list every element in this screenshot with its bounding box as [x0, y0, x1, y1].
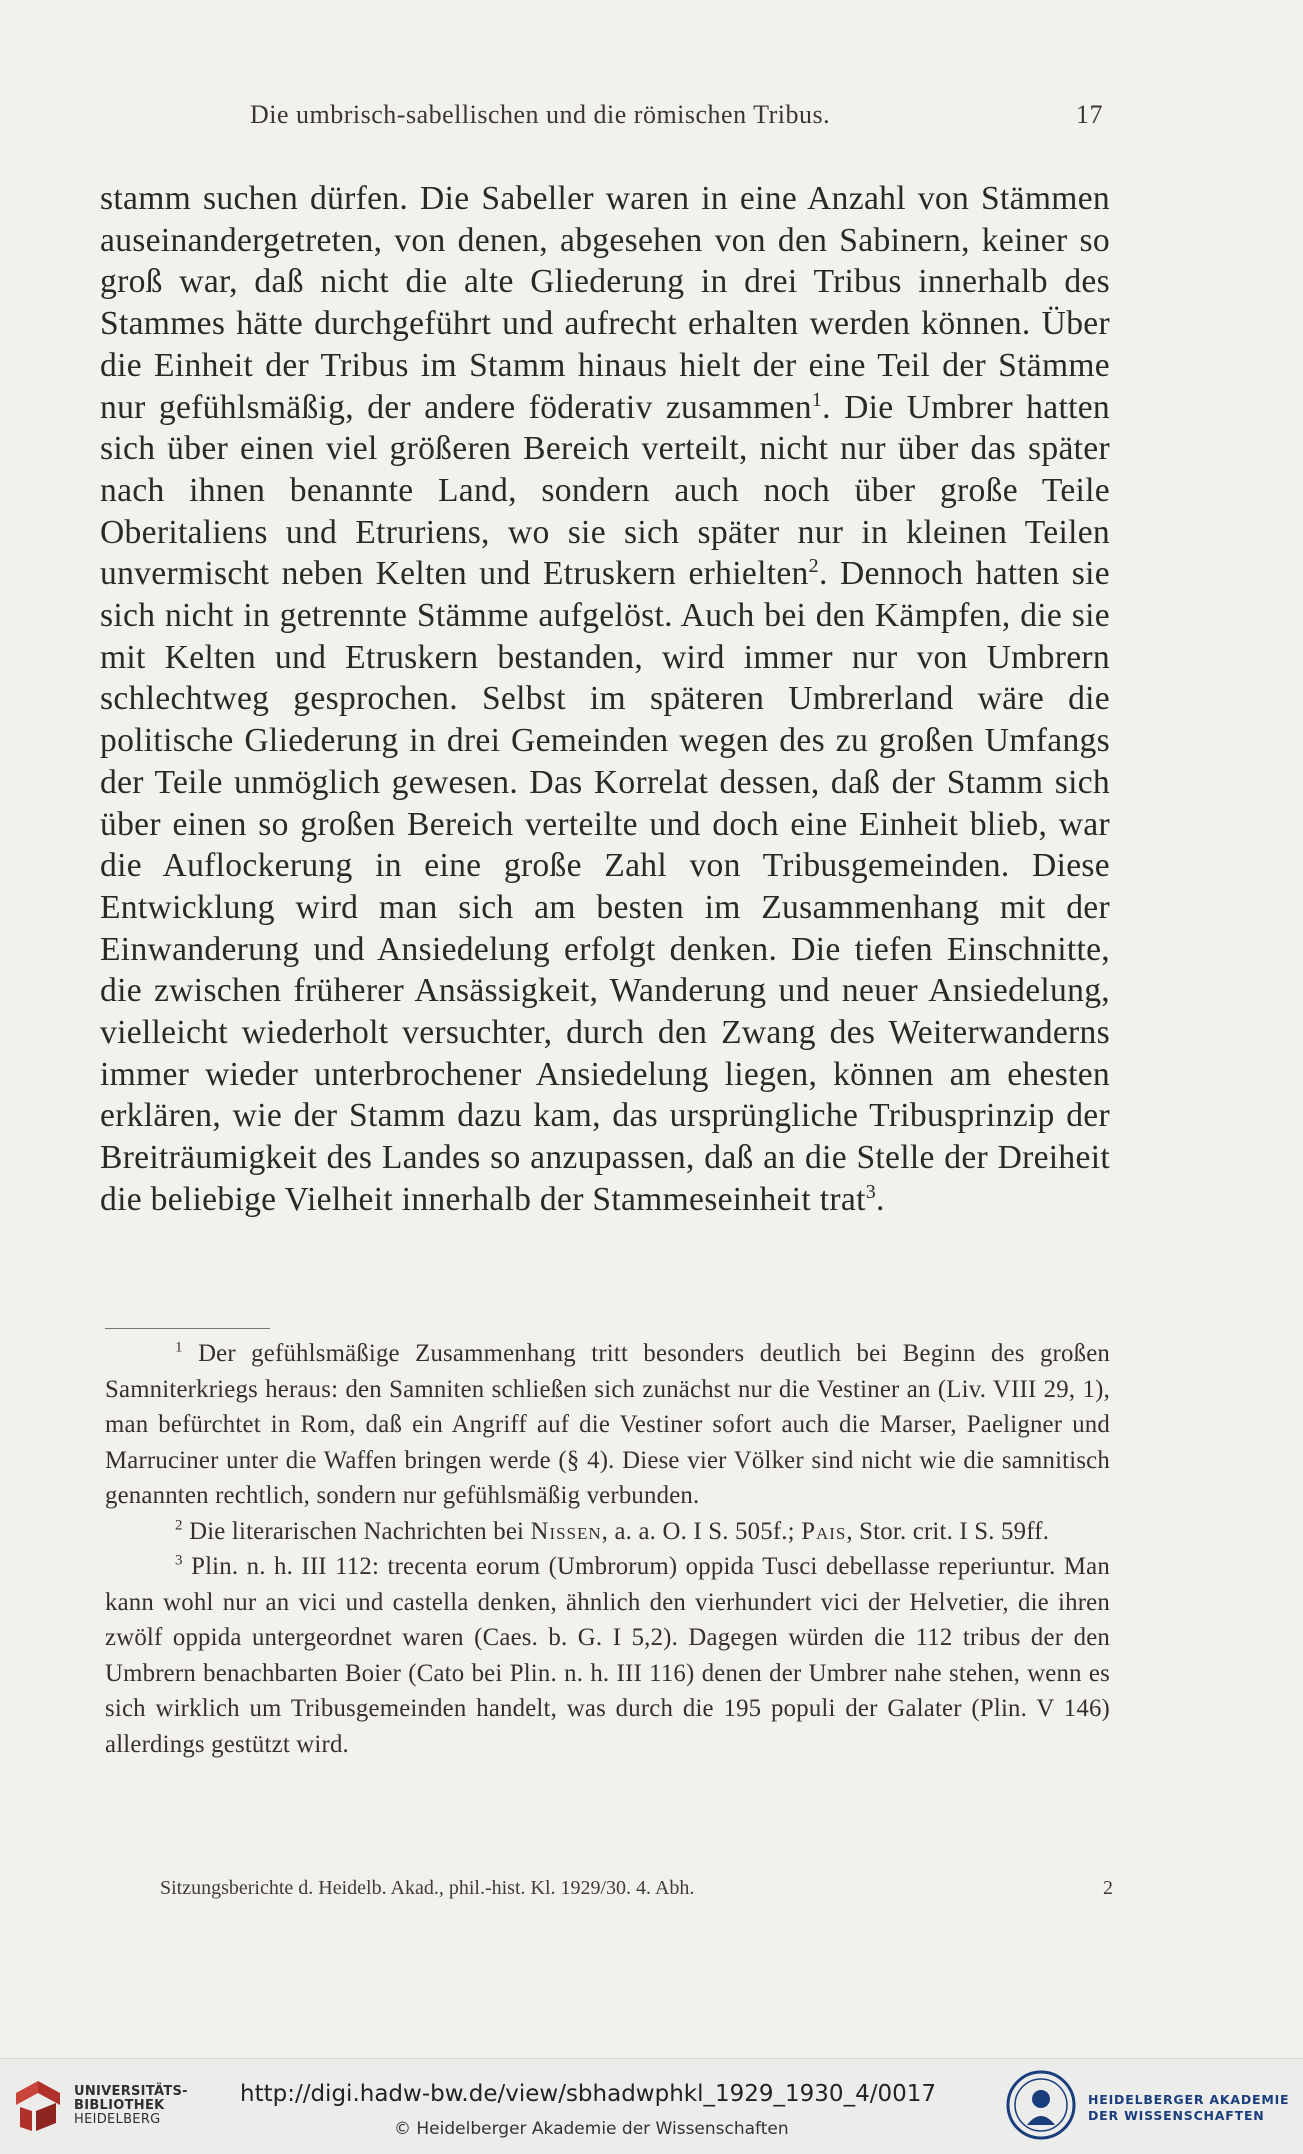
library-line-2: BIBLIOTHEK [74, 2098, 165, 2113]
footnote-divider [105, 1328, 270, 1329]
footnote-ref-3: 3 [865, 1180, 877, 1203]
footnote-text: Die literarischen Nachrichten bei [189, 1517, 525, 1545]
text-segment-1: stamm suchen dürfen. Die Sabeller waren in eine Anzahl von Stämmen auseinandergetreten, von denen, abgesehen von den Sabinern, keiner so groß war, daß nicht die alte Gliederung in drei Tribus innerhalb des Stammes hätte durchgeführt und aufrecht erhalten werden können. Über die Einheit der Tribus im Stamm hinaus hielt der eine Teil der Stämme nur gefühlsmäßig, der andere föderativ zusammen [100, 180, 1110, 426]
footnote-text: Der gefühlsmäßige Zusammenhang tritt besonders deutlich bei Beginn des großen Samniterkriegs heraus: den Samniten schließen sich zunächst nur die Vestiner an (Liv. VIII 29, 1), man befürchtet in Rom, daß ein Angriff auf die Vestiner sofort auch die Marser, Paeligner und Marruciner unter die Waffen bringen werde (§ 4). Diese vier Völker sind nicht wie die samnitisch genannten rechtlich, sondern nur gefühlsmäßig verbunden. [105, 1340, 1111, 1509]
academy-line-1: HEIDELBERGER AKADEMIE [1088, 2092, 1290, 2107]
university-library-logo-icon[interactable] [12, 2077, 64, 2133]
footnote-2 [105, 1514, 1110, 1550]
footnote-mark: 3 [175, 1552, 183, 1569]
academy-line-2: DER WISSENSCHAFTEN [1088, 2108, 1265, 2123]
text-segment-2: . Die Umbrer hatten sich über einen viel größeren Bereich verteilt, nicht nur über das später nach ihnen benannte Land, sondern auch noch über große Teile Oberitaliens und Etruriens, wo sie sich später nur in kleinen Teilen unvermischt neben Kelten und Etruskern erhielten [100, 388, 1110, 593]
author-pais: Pais [801, 1517, 847, 1545]
university-library-name [74, 2085, 188, 2127]
footnote-mark: 2 [175, 1517, 183, 1534]
footnote-text: , Stor. crit. I S. 59ff. [846, 1517, 1050, 1545]
library-line-3: HEIDELBERG [74, 2112, 161, 2127]
footnote-3 [105, 1549, 1110, 1762]
footnotes [105, 1336, 1110, 1762]
footnote-mark: 1 [175, 1339, 183, 1356]
main-text [100, 178, 1110, 1221]
academy-name [1088, 2092, 1289, 2124]
viewer-footer-bar [0, 2058, 1303, 2154]
text-end: . [876, 1180, 885, 1218]
copyright-notice: © Heidelberger Akademie der Wissenschaften [394, 2119, 789, 2139]
footnote-1 [105, 1336, 1110, 1514]
permalink-url[interactable]: http://digi.hadw-bw.de/view/sbhadwphkl_1929_1930_4/0017 [240, 2081, 936, 2107]
series-line: Sitzungsberichte d. Heidelb. Akad., phil.-hist. Kl. 1929/30. 4. Abh. [160, 1877, 695, 1899]
author-nissen: Nissen [530, 1517, 602, 1545]
signature-mark: 2 [1103, 1877, 1113, 1899]
footnote-ref-2: 2 [808, 555, 819, 578]
library-line-1: UNIVERSITÄTS- [74, 2084, 188, 2099]
footnote-text: Plin. n. h. III 112: trecenta eorum (Umbrorum) oppida Tusci debellasse reperiuntur. Man kann wohl nur an vici und castella denken, ähnlich den vierhundert vici der Helvetier, die ihren zwölf oppida untergeordnet waren (Caes. b. G. I 5,2). Dagegen würden die 112 tribus der den Umbrern benachbarten Boier (Cato bei Plin. n. h. III 116) denen der Umbrer nahe stehen, wenn es sich wirklich um Tribusgemeinden handelt, was durch die 195 populi der Galater (Plin. V 146) allerdings gestützt wird. [105, 1553, 1110, 1758]
text-segment-3: . Dennoch hatten sie sich nicht in getrennte Stämme aufgelöst. Auch bei den Kämpfen, die sie mit Kelten und Etruskern bestanden, wird immer nur von Umbrern schlechtweg gesprochen. Selbst im späteren Umbrerland wäre die politische Gliederung in drei Gemeinden wegen des zu großen Umfangs der Teile unmöglich gewesen. Das Korrelat dessen, daß der Stamm sich über einen so großen Bereich verteilte und doch eine Einheit blieb, war die Auflockerung in eine große Zahl von Tribusgemeinden. Diese Entwicklung wird man sich am besten im Zusammenhang mit der Einwanderung und Ansiedelung erfolgt denken. Die tiefen Einschnitte, die zwischen früherer Ansässigkeit, Wanderung und neuer Ansiedelung, vielleicht wiederholt versuchter, durch den Zwang des Weiterwanderns immer wieder unterbrochener Ansiedelung liegen, können am ehesten erklären, wie der Stamm dazu kam, das ursprüngliche Tribusprinzip der Breiträumigkeit des Landes so anzupassen, daß an die Stelle der Dreiheit die beliebige Vielheit innerhalb der Stammeseinheit trat [100, 555, 1110, 1218]
footnote-ref-1: 1 [811, 388, 823, 411]
academy-seal-icon[interactable] [1005, 2069, 1077, 2141]
page-number: 17 [1076, 100, 1103, 129]
running-header [100, 100, 1103, 140]
running-title: Die umbrisch-sabellischen und die römischen Tribus. [250, 100, 831, 129]
footnote-text: , a. a. O. I S. 505f.; [601, 1517, 795, 1545]
